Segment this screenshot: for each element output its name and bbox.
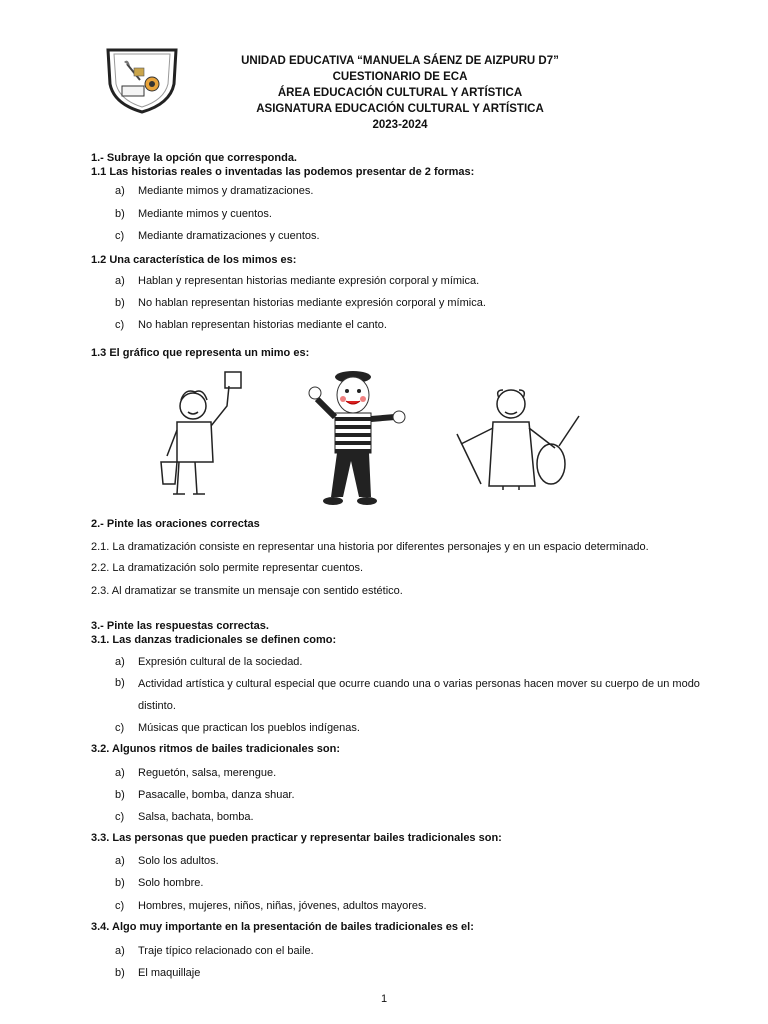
section-1-title: 1.- Subraye la opción que corresponda. [91,152,297,164]
school-year: 2023-2024 [372,119,428,131]
statement-2-1: 2.1. La dramatización consiste en representar una historia por diferentes personajes y en un espacio determinado. [91,541,649,553]
school-logo [102,44,182,114]
painter-boy-picture [155,366,250,506]
question-3-2: 3.2. Algunos ritmos de bailes tradicionales son: [91,743,340,755]
questionnaire-title: CUESTIONARIO DE ECA [332,71,468,83]
school-name: UNIDAD EDUCATIVA “MANUELA SÁENZ DE AIZPURU D7” [241,55,559,67]
violinist-picture [455,386,585,491]
question-3-4: 3.4. Algo muy importante en la presentación de bailes tradicionales es el: [91,921,474,933]
mime-picture [305,369,410,509]
document-header [200,53,600,133]
question-1-2: 1.2 Una característica de los mimos es: [91,254,297,266]
question-1-3: 1.3 El gráfico que representa un mimo es: [91,347,310,359]
statement-2-3: 2.3. Al dramatizar se transmite un mensaje con sentido estético. [91,585,403,597]
question-3-3: 3.3. Las personas que pueden practicar y representar bailes tradicionales son: [91,832,502,844]
section-2-title: 2.- Pinte las oraciones correctas [91,518,260,530]
statement-2-2: 2.2. La dramatización solo permite representar cuentos. [91,562,364,574]
section-3-title: 3.- Pinte las respuestas correctas. [91,620,269,632]
question-3-1: 3.1. Las danzas tradicionales se definen como: [91,634,337,646]
subject-title: ASIGNATURA EDUCACIÓN CULTURAL Y ARTÍSTICA [256,103,544,115]
document-page: UNIDAD EDUCATIVA “MANUELA SÁENZ DE AIZPURU D7” CUESTIONARIO DE ECA ÁREA EDUCACIÓN CULTURAL Y ARTÍSTICA ASIGNATURA EDUCACIÓN CULTURAL Y ARTÍSTICA 2023-2024 1.- Subraye la opción que corresponda. 1.1 Las historias reales o inventadas las podemos presentar de 2 formas: a) Mediante mimos y dramatizaciones. b) Mediante mimos y cuentos. c) Mediante dramatizaciones y cuentos. 1.2 Una característica de los mimos es: a) Hablan y representan historias mediante expresión corporal y mímica. b) No hablan representan historias mediante expresión corporal y mímica. c) No hablan representan historias mediante el canto. 1.3 El gráfico que representa un mimo es: 2.- Pinte las oraciones correctas 2.1. La dramatización consiste en representar una historia por diferentes personajes y en un espacio determinado. 2.2. La dramatización solo permite representar cuentos. 2.3. Al dramatizar se transmite un mensaje con sentido estético. 3.- Pinte las respuestas correctas. 3.1. Las danzas tradicionales se definen como: a) Expresión cultural de la sociedad. b) Actividad artística y cultural especial que ocurre cuando una o varias personas hacen mover su cuerpo de un modo distinto. c) Músicas que practican los pueblos indígenas. 3.2. Algunos ritmos de bailes tradicionales son: a) Reguetón, salsa, merengue. b) Pasacalle, bomba, danza shuar. c) Salsa, bachata, bomba. 3.3. Las personas que pueden practicar y representar bailes tradicionales son: a) Solo los adultos. b) Solo hombre. c) Hombres, mujeres, niños, niñas, jóvenes, adultos mayores. 3.4. Algo muy importante en la presentación de bailes tradicionales es el: a) Traje típico relacionado con el baile. b) El maquillaje 1 [0,0,768,1024]
area-title: ÁREA EDUCACIÓN CULTURAL Y ARTÍSTICA [277,87,523,99]
question-1-1: 1.1 Las historias reales o inventadas las podemos presentar de 2 formas: [91,166,475,178]
page-number: 1 [380,993,388,1005]
